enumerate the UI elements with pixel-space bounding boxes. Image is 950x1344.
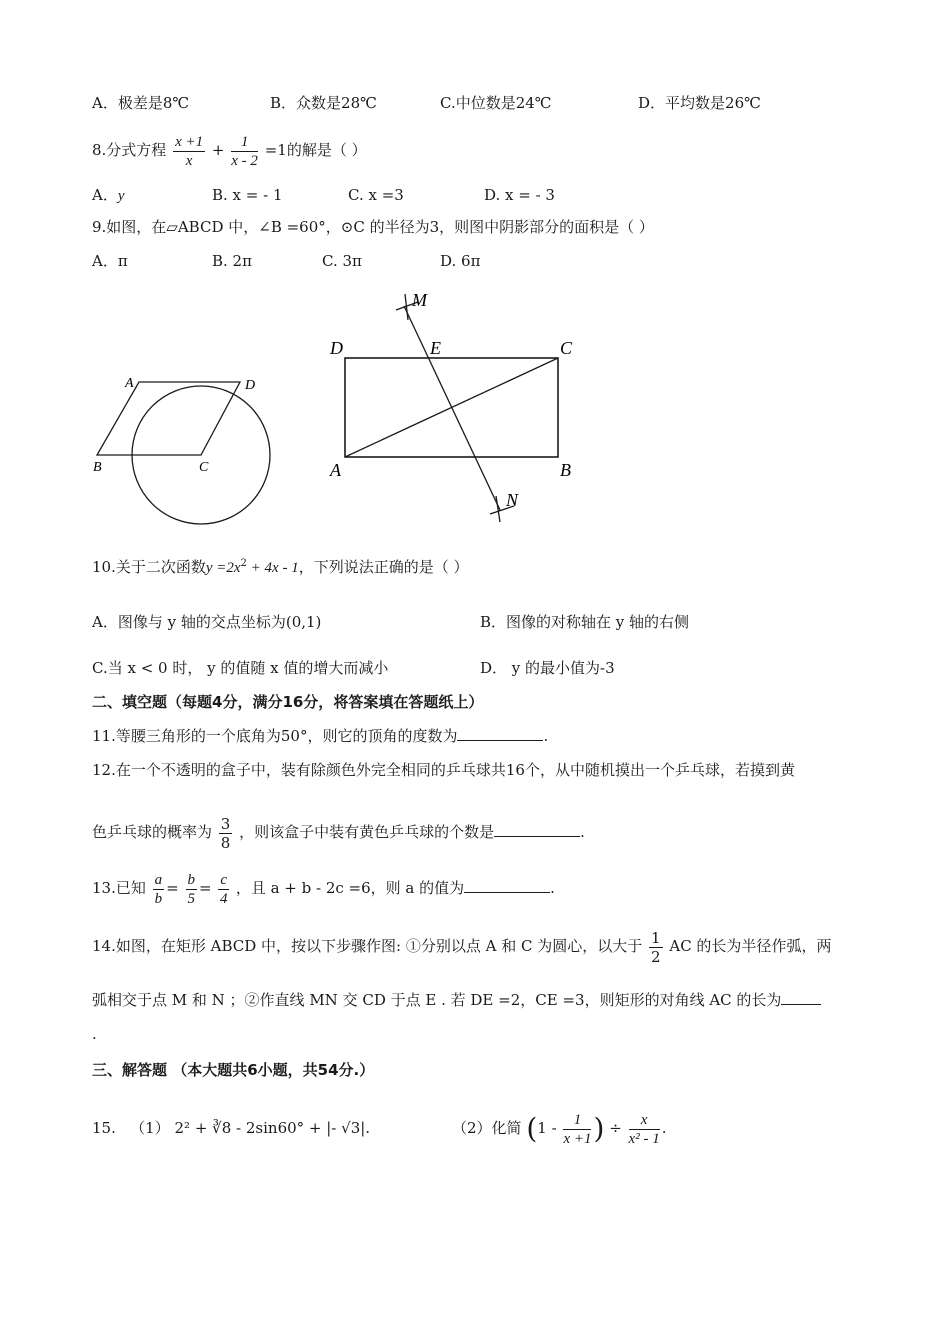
q14-line1: 14.如图，在矩形 ABCD 中，按以下步骤作图: ①分别以点 A 和 C 为圆心，以大于 $\frac{1}{2}$ AC 的长为半径作弧，两 xyxy=(92,928,832,966)
label-A: A xyxy=(125,376,134,391)
label-B: B xyxy=(560,460,571,480)
q14-dot: . xyxy=(92,1025,97,1043)
label-D: D xyxy=(330,338,343,358)
q8-stem xyxy=(92,128,367,172)
q10-option-d: D． y 的最小值为-3 xyxy=(480,659,615,677)
q8-prefix: 8.分式方程 xyxy=(92,141,167,159)
q10-stem: 10.关于二次函数$y =2x^2 + 4x - 1$，下列说法正确的是（ ） xyxy=(92,558,469,576)
q9-option-a: A．π xyxy=(92,252,128,270)
answer-blank xyxy=(457,726,543,741)
q8-fraction-2: $\frac{1}{x - 2}$ xyxy=(231,133,258,169)
q10-option-b: B．图像的对称轴在 y 轴的右侧 xyxy=(480,613,690,631)
label-N: N xyxy=(506,490,519,510)
q9-option-c: C. 3π xyxy=(322,252,362,270)
label-E: E xyxy=(430,338,441,358)
q12-line2: 色乒乓球的概率为 $\frac{3}{8}$ ，则该盒子中装有黄色乒乓球的个数是 . xyxy=(92,814,585,852)
parallelogram-circle-figure xyxy=(85,365,285,530)
q10-option-c: C.当 x < 0 时， y 的值随 x 值的增大而减小 xyxy=(92,659,389,677)
section-2-heading: 二、填空题（每题4分，满分16分，将答案填在答题纸上） xyxy=(92,693,484,711)
q11: 11.等腰三角形的一个底角为50°，则它的顶角的度数为 . xyxy=(92,727,549,745)
q13: 13.已知 $\frac{a}{b}$ = $\frac{b}{5}$ = $\frac{c}{4}$ ，且 a + b - 2c =6，则 a 的值为 . xyxy=(92,871,555,907)
q9-option-b: B. 2π xyxy=(212,252,252,270)
q7-option-a: A．极差是8℃ xyxy=(92,94,190,112)
q12-line1: 12.在一个不透明的盒子中，装有除颜色外完全相同的乒乓球共16个，从中随机摸出一个乒乓球，若摸到黄 xyxy=(92,761,795,779)
label-A: A xyxy=(330,460,341,480)
q12-fraction: $\frac{3}{8}$ xyxy=(220,814,231,852)
q8-suffix: =1的解是（ ） xyxy=(264,141,367,159)
answer-blank xyxy=(464,878,550,893)
q7-option-d: D．平均数是26℃ xyxy=(638,94,761,112)
q10-option-a: A．图像与 y 轴的交点坐标为(0,1) xyxy=(92,613,322,631)
label-C: C xyxy=(199,460,209,475)
section-3-heading: 三、解答题 （本大题共6小题，共54分.） xyxy=(92,1061,375,1079)
answer-blank xyxy=(494,822,580,837)
rectangle-bisector-figure xyxy=(320,288,610,526)
q7-option-c: C.中位数是24℃ xyxy=(440,94,552,112)
q7-option-b: B．众数是28℃ xyxy=(270,94,377,112)
q8-option-b: B. x = - 1 xyxy=(212,186,283,204)
label-D: D xyxy=(245,378,256,393)
label-M: M xyxy=(412,290,427,310)
q8-option-c: C. x =3 xyxy=(348,186,404,204)
label-B: B xyxy=(93,460,102,475)
q9-stem: 9.如图，在▱ABCD 中，∠B =60°，⊙C 的半径为3，则图中阴影部分的面积是（ ） xyxy=(92,218,654,236)
q8-option-a: A．y xyxy=(92,186,125,204)
label-C: C xyxy=(560,338,573,358)
q8-option-d: D. x = - 3 xyxy=(484,186,555,204)
answer-blank xyxy=(781,990,821,1005)
q14-line2: 弧相交于点 M 和 N ；②作直线 MN 交 CD 于点 E . 若 DE =2，CE =3，则矩形的对角线 AC 的长为 xyxy=(92,990,821,1010)
q15-part1: 15. （1） 2² + ∛8 - 2sin60° + |- √3|. xyxy=(92,1119,371,1137)
q9-option-d: D. 6π xyxy=(440,252,481,270)
q15-part2: （2）化简 (1 - $\frac{1}{x +1}$ ) ÷ $\frac{x}{\text{x² - 1}}$ . xyxy=(452,1111,667,1147)
q8-fraction-1: $\frac{x +1}{x}$ xyxy=(175,133,204,169)
plus-sign: + xyxy=(211,141,225,159)
